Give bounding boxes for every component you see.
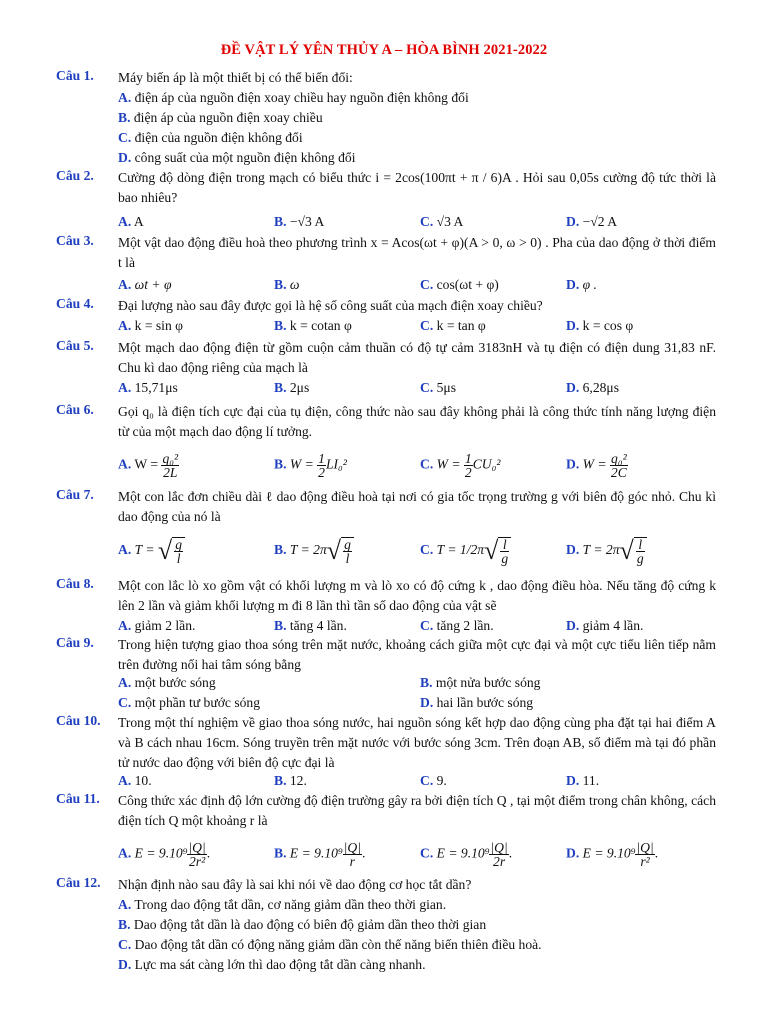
options-row	[118, 837, 716, 869]
option-b: B. tăng 4 lần.	[274, 618, 347, 633]
option-a: A. E = 9.10⁹ $\frac{|Q|}{\text{2r²}}$ .	[118, 840, 211, 869]
option-d: D. Lực ma sát càng lớn thì dao động tắt dần càng nhanh.	[118, 957, 426, 972]
question-text: Một vật dao động điều hoà theo phương trình x = Acos(ωt + φ)(A > 0, ω > 0) . Pha của dao động ở thời điểm t là	[118, 235, 716, 270]
question-text: Trong một thí nghiệm về giao thoa sóng nước, hai nguồn sóng kết hợp dao động cùng pha đặt tại hai điểm A và B cách nhau 16cm. Sóng truyền trên mặt nước với bước sóng 3cm. Trên đoạn AB, số điểm mà tại đó phần tử nước dao động với biên độ cực đại là	[118, 715, 716, 770]
question-number: Câu 10.	[56, 713, 101, 728]
question-number: Câu 8.	[56, 576, 94, 591]
option-b: B. 2μs	[274, 380, 310, 395]
option-a: A. ωt + φ	[118, 277, 172, 292]
exam-title: ĐỀ VẬT LÝ YÊN THỦY A – HÒA BÌNH 2021-2022	[220, 42, 548, 58]
question-text: Nhận định nào sau đây là sai khi nói về dao động cơ học tắt dần?	[118, 877, 472, 892]
question-text: Trong hiện tượng giao thoa sóng trên mặt nước, khoảng cách giữa một cực đại và một cực tiểu liên tiếp nằm trên đường nối hai tâm sóng bằng	[118, 637, 716, 672]
option-d: D. k = cos φ	[566, 318, 634, 333]
option-b: B. điện áp của nguồn điện xoay chiều	[118, 110, 323, 125]
option-c: C. √3 A	[420, 214, 464, 229]
option-c: C. E = 9.10⁹ $\frac{|Q|}{2r}$ .	[420, 840, 513, 869]
question-number: Câu 6.	[56, 402, 94, 417]
option-c: C. W = $\frac{1}{2}$ CU₀²	[420, 451, 501, 480]
option-d: D. −√2 A	[566, 214, 618, 229]
option-b: B. một nửa bước sóng	[420, 675, 541, 690]
option-c: C. điện của nguồn điện không đổi	[118, 130, 303, 145]
option-a: A. một bước sóng	[118, 675, 216, 690]
question-text: Gọi q₀ là điện tích cực đại của tụ điện, công thức nào sau đây không phải là công thức tính năng lượng điện từ của một mạch dao động lí tưởng.	[118, 404, 716, 439]
question-text: Một con lắc đơn chiều dài ℓ dao động điều hoà tại nơi có gia tốc trọng trường g với biên độ góc nhỏ. Chu kì dao động của nó là	[118, 489, 716, 524]
option-a: A. giảm 2 lần.	[118, 618, 196, 633]
option-a: A. điện áp của nguồn điện xoay chiều hay nguồn điện không đổi	[118, 90, 469, 105]
option-c: C. k = tan φ	[420, 318, 486, 333]
option-c: C. Dao động tắt dần có động năng giảm dần còn thế năng biến thiên điều hoà.	[118, 937, 542, 952]
option-a: A. 15,71μs	[118, 380, 178, 395]
option-b: B. W = $\frac{1}{2}$ LI₀²	[274, 451, 347, 480]
option-b: B. ω	[274, 277, 300, 292]
question-number: Câu 2.	[56, 168, 94, 183]
question-number: Câu 1.	[56, 68, 94, 83]
option-d: D. công suất của một nguồn điện không đổi	[118, 150, 356, 165]
option-c: C. 9.	[420, 773, 447, 788]
options-row	[118, 531, 716, 567]
option-a: A. T = √ $\frac{g}{l}$	[118, 537, 185, 565]
question-number: Câu 11.	[56, 791, 100, 806]
question-text: Máy biến áp là một thiết bị có thể biến đổi:	[118, 70, 353, 85]
option-a: A. Trong dao động tắt dần, cơ năng giảm dần theo thời gian.	[118, 897, 447, 912]
option-d: D. W = $\frac{\text{q₀²}}{2C}$	[566, 451, 627, 480]
question-number: Câu 4.	[56, 296, 94, 311]
option-a: A. 10.	[118, 773, 152, 788]
option-c: C. 5μs	[420, 380, 457, 395]
question-number: Câu 7.	[56, 487, 94, 502]
option-c: C. cos(ωt + φ)	[420, 277, 499, 292]
question-text: Một con lắc lò xo gồm vật có khối lượng m và lò xo có độ cứng k , dao động điều hòa. Nếu tăng độ cứng k lên 2 lần và giảm khối lượng m đi 8 lần thì tần số dao động của vật sẽ	[118, 578, 716, 613]
question-text: Công thức xác định độ lớn cường độ điện trường gây ra bởi điện tích Q , tại một điểm trong chân không, cách điện tích Q một khoảng r là	[118, 793, 716, 828]
options-row	[118, 448, 716, 480]
question-number: Câu 5.	[56, 338, 94, 353]
option-b: B. −√3 A	[274, 214, 325, 229]
option-c: C. tăng 2 lần.	[420, 618, 494, 633]
option-d: D. 11.	[566, 773, 600, 788]
question-text: Cường độ dòng điện trong mạch có biểu thức i = 2cos(100πt + π / 6)A . Hỏi sau 0,05s cường độ tức thời là bao nhiêu?	[118, 170, 716, 205]
option-b: B. T = 2π √ $\frac{g}{l}$	[274, 537, 354, 565]
option-d: D. 6,28μs	[566, 380, 619, 395]
option-c: C. một phần tư bước sóng	[118, 695, 261, 710]
option-d: D. hai lần bước sóng	[420, 695, 534, 710]
option-d: D. φ .	[566, 277, 597, 292]
question-text: Một mạch dao động điện từ gồm cuộn cảm thuần có độ tự cảm 3183nH và tụ điện có điện dung 31,83 nF. Chu kì dao động riêng của mạch là	[118, 340, 716, 375]
option-b: B. k = cotan φ	[274, 318, 352, 333]
question-number: Câu 9.	[56, 635, 94, 650]
option-d: D. giảm 4 lần.	[566, 618, 644, 633]
option-b: B. 12.	[274, 773, 307, 788]
option-b: B. E = 9.10⁹ $\frac{|Q|}{r}$ .	[274, 840, 366, 869]
option-c: C. T = 1/2π √ $\frac{l}{g}$	[420, 537, 511, 565]
option-d: D. E = 9.10⁹ $\frac{|Q|}{\text{r²}}$ .	[566, 840, 659, 869]
option-a: A. k = sin φ	[118, 318, 183, 333]
option-b: B. Dao động tắt dần là dao động có biên độ giảm dần theo thời gian	[118, 917, 487, 932]
question-text: Đại lượng nào sau đây được gọi là hệ số công suất của mạch điện xoay chiều?	[118, 298, 543, 313]
question-number: Câu 3.	[56, 233, 94, 248]
option-d: D. T = 2π √ $\frac{l}{g}$	[566, 537, 647, 565]
option-a: A. W = $\frac{\text{q₀²}}{2L}$	[118, 451, 179, 480]
option-a: A. A	[118, 214, 144, 229]
question-number: Câu 12.	[56, 875, 101, 890]
